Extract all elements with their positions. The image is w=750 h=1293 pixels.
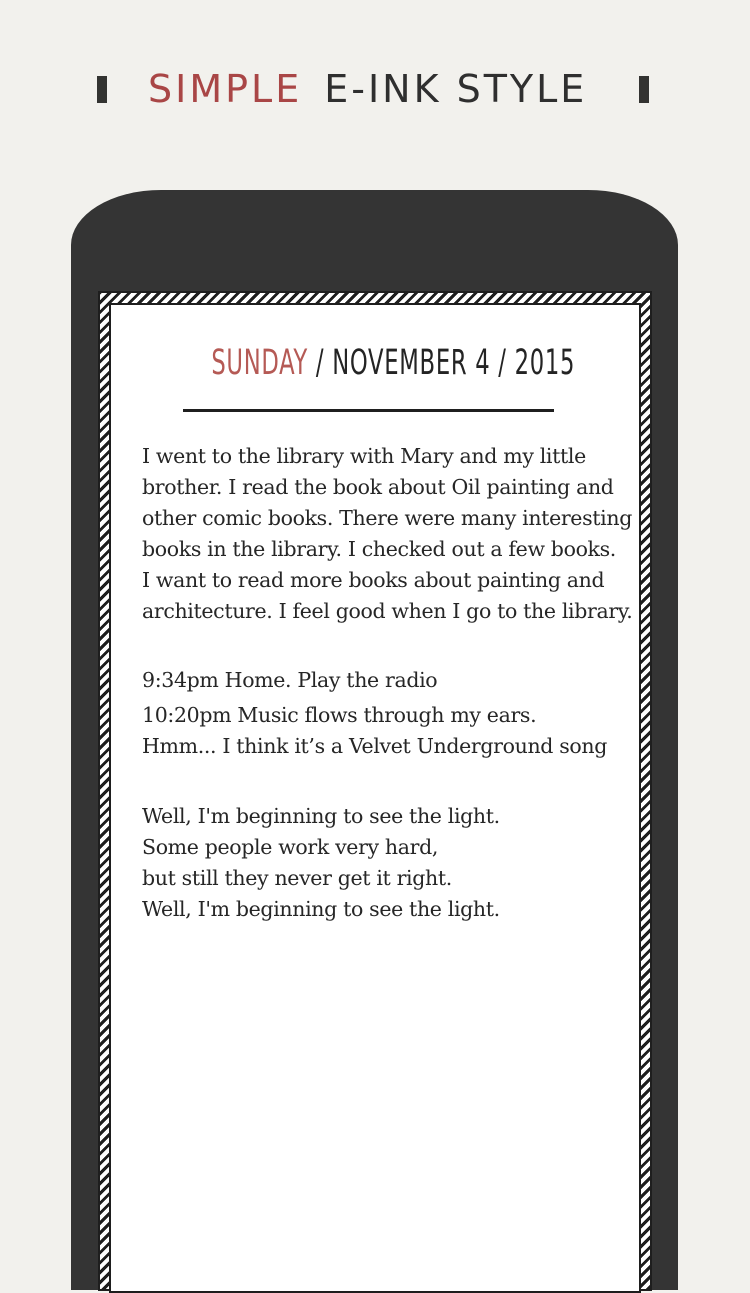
header-left-bar [97,76,107,103]
paragraph-line: architecture. I feel good when I go to the library. [142,599,633,623]
time-log-music[interactable] [142,700,612,762]
lyrics-line: Well, I'm beginning to see the light. [142,804,500,828]
paragraph-line: brother. I read the book about Oil painting and [142,475,614,499]
lyrics-block[interactable] [142,801,612,925]
header-title-main: E-INK STYLE [324,67,588,111]
lyrics-line: but still they never get it right. [142,866,452,890]
paragraph-line: I went to the library with Mary and my little [142,444,586,468]
entry-day: SUNDAY [211,343,309,383]
log-line: 10:20pm Music flows through my ears. [142,703,537,727]
lyrics-line: Some people work very hard, [142,835,439,859]
paragraph-line: other comic books. There were many interesting [142,506,632,530]
header-title-accent: SIMPLE [148,67,303,111]
time-log-radio[interactable] [142,665,612,696]
paragraph-line: books in the library. I checked out a few books. [142,537,616,561]
promo-header [0,0,750,180]
header-title [148,64,588,114]
log-line: 9:34pm Home. Play the radio [142,668,438,692]
lyrics-line: Well, I'm beginning to see the light. [142,897,500,921]
entry-date-heading [211,337,576,389]
entry-date: / NOVEMBER 4 / 2015 [308,343,576,383]
entry-paragraph[interactable] [142,441,633,627]
header-right-bar [639,76,649,103]
heading-underline [183,409,554,412]
paragraph-line: I want to read more books about painting and [142,568,605,592]
log-line: Hmm... I think it’s a Velvet Underground song [142,734,608,758]
